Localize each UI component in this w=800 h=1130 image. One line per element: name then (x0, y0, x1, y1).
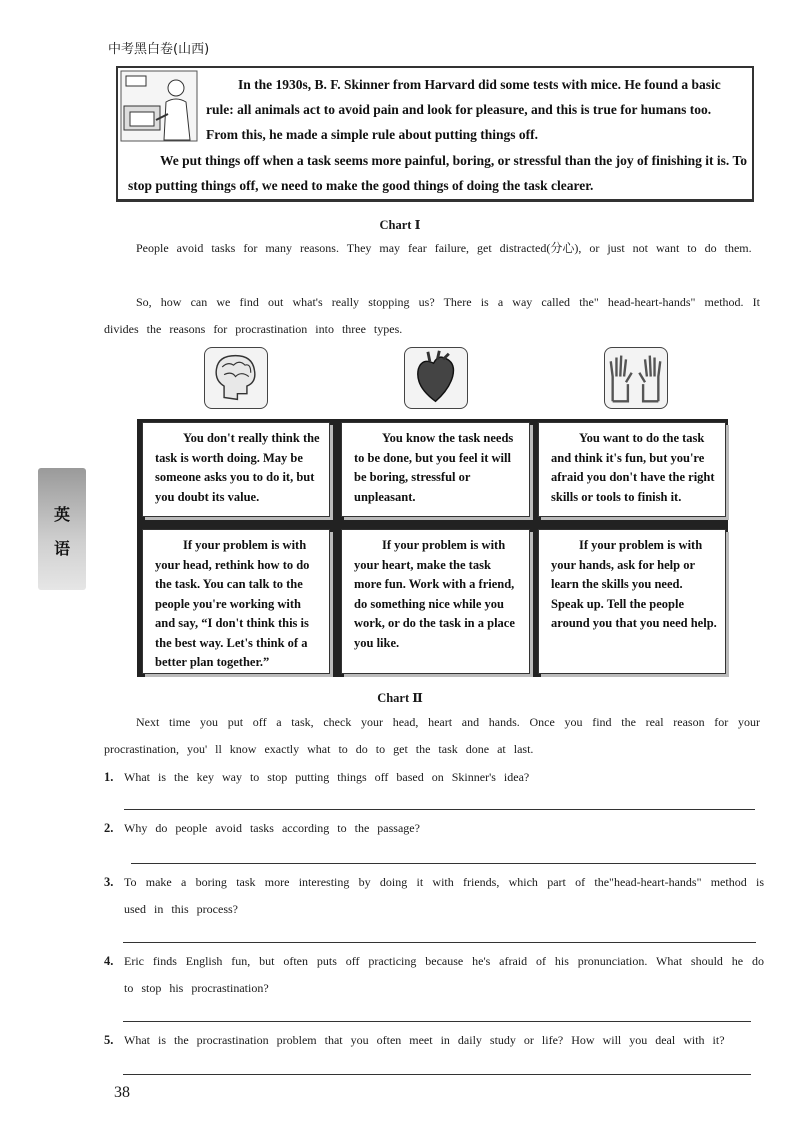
question-3-text: To make a boring task more interesting by doing it with friends, which part of the"head-heart-hands" method is used in this process? (124, 875, 764, 916)
question-5-text: What is the procrastination problem that you often meet in daily study or life? How will you deal with it? (124, 1033, 725, 1047)
head-solution-text: If your problem is with your head, rethink how to do the task. You can talk to the people you're working with and say, “I don't think this is the best way. Let's think of a better plan together.” (155, 538, 310, 669)
head-problem-bubble (142, 422, 330, 517)
answer-line-2[interactable] (131, 863, 756, 864)
head-problem-text: You don't really think the task is worth doing. May be someone asks you to do it, but you doubt its value. (155, 431, 320, 504)
scientist-illustration-icon (120, 70, 198, 142)
heart-icon (404, 347, 468, 409)
question-5 (104, 1027, 764, 1054)
paragraph-closing: Next time you put off a task, check your head, heart and hands. Once you find the real reason for your procrastination, you' ll know exactly what to do to get the task done at last. (104, 715, 760, 756)
question-5-number: 5. (104, 1033, 114, 1047)
head-solution-bubble (142, 529, 330, 674)
series-title: 中考黑白卷(山西) (108, 42, 210, 57)
question-4-text: Eric finds English fun, but often puts off practicing because he's afraid of his pronunciation. What should he do to stop his procrastination? (124, 954, 764, 995)
hands-problem-bubble (538, 422, 726, 517)
question-1 (104, 764, 764, 791)
heart-problem-text: You know the task needs to be done, but you feel it will be boring, stressful or unpleasant. (354, 431, 514, 504)
question-4-number: 4. (104, 954, 114, 968)
subject-side-tab (38, 468, 86, 590)
heart-problem-bubble (341, 422, 530, 517)
question-2-text: Why do people avoid tasks according to the passage? (124, 821, 420, 835)
hands-icon (604, 347, 668, 409)
hands-problem-text: You want to do the task and think it's fun, but you're afraid you don't have the right skills or tools to finish it. (551, 431, 715, 504)
hands-solution-bubble (538, 529, 726, 674)
paragraph-reasons: People avoid tasks for many reasons. They may fear failure, get distracted(分心), or just not want to do them. (136, 241, 752, 255)
hands-solution-text: If your problem is with your hands, ask for help or learn the skills you need. Speak up. Tell the people around you that you need help. (551, 538, 717, 630)
chart-2-caption: Chart Ⅱ (377, 691, 423, 705)
side-tab-char-2: 语 (53, 539, 70, 558)
question-2 (104, 815, 764, 842)
question-3-number: 3. (104, 875, 114, 889)
question-2-number: 2. (104, 821, 114, 835)
chart-1-paragraph-2: We put things off when a task seems more painful, boring, or stressful than the joy of finishing it is. To stop putting things off, we need to make the good things of doing the task clearer. (128, 153, 747, 193)
question-1-text: What is the key way to stop putting things off based on Skinner's idea? (124, 770, 530, 784)
heart-solution-bubble (341, 529, 530, 674)
question-3 (104, 869, 764, 923)
answer-line-1[interactable] (124, 809, 755, 810)
page-number: 38 (114, 1084, 130, 1101)
heart-solution-text: If your problem is with your heart, make the task more fun. Work with a friend, do something nice while you work, or do the task in a place you like. (354, 538, 515, 650)
answer-line-4[interactable] (123, 1021, 751, 1022)
chart-1-caption: Chart Ⅰ (379, 218, 421, 232)
question-1-number: 1. (104, 770, 114, 784)
question-4 (104, 948, 764, 1002)
answer-line-5[interactable] (123, 1074, 751, 1075)
chart-1-paragraph-1: In the 1930s, B. F. Skinner from Harvard did some tests with mice. He found a basic rule: all animals act to avoid pain and look for pleasure, and this is true for humans too. From this, he made a simple rule about putting things off. (206, 77, 721, 142)
side-tab-char-1: 英 (53, 505, 70, 524)
paragraph-method: So, how can we find out what's really stopping us? There is a way called the" head-heart-hands" method. It divides the reasons for procrastination into three types. (104, 295, 760, 336)
chart-1-box (116, 66, 754, 202)
answer-line-3[interactable] (123, 942, 756, 943)
brain-icon (204, 347, 268, 409)
